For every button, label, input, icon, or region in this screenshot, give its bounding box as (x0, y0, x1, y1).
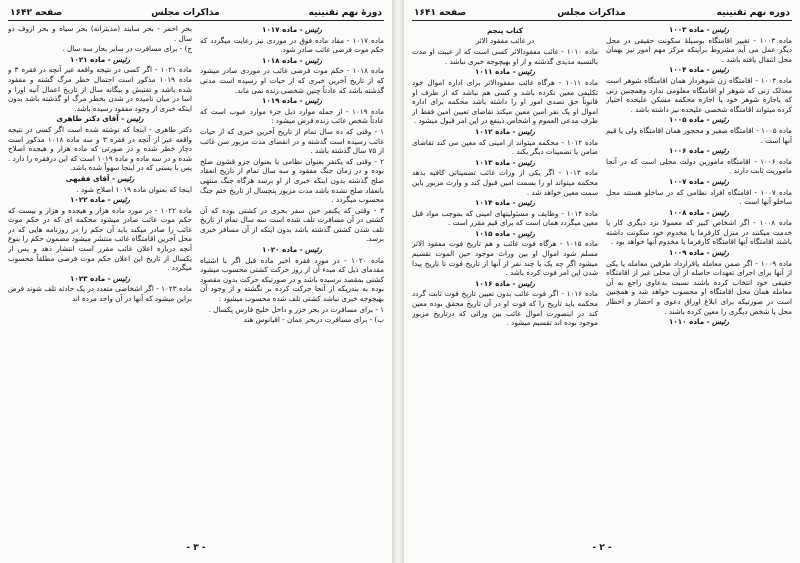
article-number: ماده ۱۰۰۷ (669, 176, 705, 186)
article-heading: رئیس - ماده ۱۰۱۹ (262, 96, 322, 106)
article-number: ماده ۱۰۱۴ (475, 198, 511, 208)
page-header (412, 6, 792, 21)
speaker-label: رئیس (712, 65, 729, 75)
speaker-label: رئیس (305, 25, 322, 34)
article-heading: رئیس - ماده ۱۰۱۱ (475, 67, 535, 77)
header-title: مذاکرات مجلس (151, 8, 220, 18)
page-number: - ۲ - (592, 543, 612, 553)
article-paragraph: ماده ۱۰۲۳ - اگر اشخاصی متعدد در یک حادثه تلف شوند فرض براین میشود که آنها در آن واحد مرده اند (8, 284, 192, 304)
speaker-label: رئیس (113, 195, 130, 205)
article-paragraph: ماده ۱۰۲۰ - در مورد فقره اخیر ماده قبل اگر با اشتباه مقدمای ذیل که مبدء آن از روز حرکت کشتی محسوب میشود کشتی بمقصد نرسیده باشد و در صورتیکه حرکت بدون مقصود بوده به بندریکه از آنجا حرکت کرده بر نگشته و از وجود آن بهیچوجه خبری نباشد کشتی تلف شده محسوب میشود : (200, 255, 384, 304)
speaker-label: رئیس (712, 176, 729, 186)
chapter-subtitle: در غائب مفقود الاثر (475, 35, 535, 45)
article-paragraph: ماده ۱۰۱۴ - وظایف و مسئولیتهای امینی که بموجب مواد قبل معین میگردد همان است که برای قیم مقرر است . (412, 208, 598, 228)
article-number: ماده ۱۰۱۵ (475, 228, 511, 238)
speaker-label: رئیس (518, 126, 535, 136)
right-column (606, 24, 792, 552)
article-heading: رئیس - ماده ۱۰۱۸ (262, 55, 322, 65)
article-heading: رئیس - ماده ۱۰۱۶ (475, 278, 535, 288)
article-paragraph: ماده ۱۰۱۹ - از جمله موارد ذیل جزء موارد عبوب است که عادتاً شخص غائب زنده فرض میشود : (200, 106, 384, 126)
article-paragraph: اینجا که بعنوان ماده ۱۰۱۹ اصلاح شود . (76, 184, 192, 194)
article-number: ماده ۱۰۱۶ (475, 278, 511, 288)
article-paragraph: ج) - برای مسافرت در سایر بحار سه سال . (62, 44, 192, 54)
article-heading: رئیس - ماده ۱۰۱۵ (475, 228, 535, 238)
article-paragraph: ۲ - وقتی که یکنفر بعنوان نظامی یا بعنوان جزو قشون صلح بوده و در زمان جنگ مفقود و سه سال تمام از تاریخ انعقاد صلح گذشته بدون اینکه خبری از او برسد هرگاه جنگ منتهی بانعقاد صلح نشده باشد مدت مزبور پنجسال از تاریخ ختم جنگ محسوب میگردد . (200, 156, 384, 205)
article-heading: رئیس - ماده ۱۰۱۴ (475, 198, 535, 208)
article-number: ماده ۱۰۰۹ (669, 248, 705, 258)
speaker-label: رئیس (518, 67, 535, 77)
speaker-label: رئیس (113, 54, 130, 64)
article-heading: رئیس - ماده ۱۰۰۷ (669, 176, 729, 186)
article-paragraph: ماده ۱۰۱۵ - هرگاه فوت غائب و هم تاریخ فوت مفقود الاثر مسلم شود اموال او بین وراث موجود حین الموت تقسیم میشود اگر چه یک یا چند نفر از آنها از تاریخ فوت تا تاریخ پیدا شدن این امر فوت کرده باشد . (412, 239, 598, 278)
article-heading: رئیس - ماده ۱۰۰۴ (669, 65, 729, 75)
article-paragraph: بحر احمر - بحر سایند (مدیترانه) بحر سیاه و بحر ازوف دو سال . (8, 24, 192, 43)
article-number: ماده ۱۰۱۱ (475, 67, 511, 77)
left-column (8, 24, 192, 552)
speaker-label: رئیس (518, 198, 535, 208)
page-number: - ۳ - (186, 543, 206, 553)
article-heading: رئیس - ماده ۱۰۱۲ (475, 126, 535, 136)
article-paragraph: ماده ۱۰۰۶ - اقامتگاه مامورین دولت محلی است که در آنجا ماموریت ثابت دارند . (606, 156, 792, 176)
book-gutter (392, 0, 404, 563)
right-column (200, 24, 384, 552)
article-paragraph: ماده ۱۰۰۳ - تغییر اقامتگاه بوسیلهٔ سکونت حقیقی در محل دیگر عمل می آید مشروط براینکه مرکز مهم امور نیز بهمان محل انتقال یافته باشد . (606, 35, 792, 64)
speaker-label: رئیس (126, 114, 144, 124)
page-header (8, 6, 384, 21)
article-paragraph: ب) - برای مسافرت دربحر عمان - اقیانوس هند (243, 315, 384, 325)
article-heading: رئیس - ماده ۱۰۰۵ (669, 115, 729, 125)
article-paragraph: ماده ۱۰۱۳ - اگر یکی از وراث غائب تضمیناتی کافیه بدهد محکمه میتواند او را بسمت امین قبول کند و وارث مزبور باین سمت معین خواهد شد . (412, 168, 598, 197)
article-paragraph: ماده ۱۰۲۱ - اگر کسی در نتیجه واقعه غیر آنچه در فقره ۳ و ماده ۱۰۱۹ مذکور است احتمال خطر مرگ گشته و مفقود شده باشد و تفتیش و بیگانه سال از تاریخ اعمال آنیه اورا و اسا در میان نامیده در شدن بخطر مرگ او گذشته باشد بدون اینکه خبری از وجود مفقود رسیده باشد. (8, 65, 192, 113)
article-paragraph: ماده ۱۰۱۰ - غائب مفقودالاثر کسی است که از غیبت او مدت بالنسبه مدیدی گذشته و از او بهیچوجه خبری نباشد . (412, 47, 598, 66)
header-title: مذاکرات مجلس (557, 8, 626, 18)
speaker-label: رئیس (518, 228, 535, 238)
speaker-label: رئیس (113, 273, 130, 283)
article-heading: رئیس - ماده ۱۰۱۷ (262, 25, 322, 34)
article-heading: رئیس - ماده ۱۰۲۳ (70, 273, 130, 283)
article-heading: رئیس - ماده ۱۰۰۶ (669, 146, 729, 156)
speaker-label: رئیس (518, 157, 535, 167)
article-paragraph: ماده ۱۰۰۵ - اقامتگاه صغیر و محجور همان اقامتگاه ولی یا قیم آنها است . (606, 125, 792, 145)
article-number: ماده ۱۰۰۳ (669, 25, 705, 34)
article-paragraph: ماده ۱۰۲۲ - در مورد ماده هزار و هیجده و هزار و بیست که حکم موت غائب صادر میشود محکمه ای که در حکم موت غائب را صادر میکند باید آن حکم را در روزنامه هایی که در محل آخرین اقامتگاه غائب منتشر میشود مضمون حکم را بنوع آنچه درباره اعلان غائب مقرر است انتشار دهد و پس از یکسال از تاریخ این اعلان حکم موت فرضی مطلقاً محسوب میگردد . (8, 205, 192, 273)
header-page-label: صفحه ۱۶۴۱ (414, 8, 467, 18)
article-heading: رئیس - ماده ۱۰۲۲ (70, 195, 130, 205)
article-heading: رئیس - آقای دکتر طاهری (56, 114, 144, 124)
article-paragraph: ماده ۱۰۰۸ - اگر اشخاص کبیر که معمولا نزد دیگری کار یا خدمت میکنند در منزل کارفرما یا مخدوم خود سکونت داشته باشند اقامتگاه آنها اقامتگاه کارفرما یا مخدوم آنها خواهد بود . (606, 218, 792, 247)
article-paragraph: ۱ - برای مسافرت در بحر خزر و داخل خلیج فارس یکسال . (208, 304, 384, 314)
article-number: ماده ۱۰۱۲ (475, 126, 511, 136)
article-number: آقای فقیهی (65, 173, 110, 183)
article-number: ماده ۱۰۱۷ (262, 25, 298, 34)
speaker-label: رئیس (712, 25, 729, 34)
speaker-label: رئیس (305, 96, 322, 106)
article-paragraph: ماده ۱۰۰۹ - اگر ضمن معامله یاقرارداد طرفین معامله یا یکی از آنها برای اجرای تعهدات حاصله از آن محلی غیر از اقامتگاه حقیقی خود انتخاب کرده باشند نسبت بدعاوی راجع به آن معامله همان محل اقامتگاه او محسوب خواهد شد و همچنین است در صورتیکه برای ابلاغ اوراق دعوی و احضار و اخطار محل یا شخص دیگری را معین کرده باشند . (606, 258, 792, 316)
article-number: آقای دکتر طاهری (56, 114, 119, 124)
article-paragraph: ماده ۱۰۱۶ - اگر فوت غائب بدون تعیین تاریخ فوت ثابت گردد محکمه باید تاریخ را که فوت او در آن تاریخ محقق بوده معین کند در اینصورت اموال غائب بین وراثی که درتاریخ مزبور موجود بوده اند تقسیم میشود . (412, 289, 598, 328)
article-number: ماده ۱۰۲۲ (70, 195, 106, 205)
article-number: ماده ۱۰۰۶ (669, 146, 705, 156)
speaker-label: رئیس (712, 207, 729, 217)
speaker-label: رئیس (712, 317, 729, 327)
article-number: ماده ۱۰۱۳ (475, 157, 511, 167)
article-paragraph: ۳ - وقتی که یکنفر حین سفر بحری در کشتی بوده که آن کشتی در آن مسافرت تلف شده است سه سال تمام از تاریخ تلف شدن کشتی گذشته باشد بدون اینکه از آن مسافر خبری برسد. (200, 205, 384, 244)
article-number: ماده ۱۰۰۴ (669, 65, 705, 75)
article-paragraph: ماده ۱۰۱۷ - مفاد ماده فوق در موردی نیز رعایت میگردد که حکم موت فرضی غائب صادر شود. (200, 35, 384, 55)
header-page-label: صفحه ۱۶۴۲ (10, 8, 63, 18)
speaker-label: رئیس (305, 55, 322, 65)
left-column (412, 24, 598, 552)
speaker-label: رئیس (712, 248, 729, 258)
article-paragraph: ماده ۱۰۱۸ - حکم موت فرضی غائب در موردی صادر میشود که از تاریخ آخرین خبری که از حیات او رسیده است مدتی گذشته باشد که عادتاً چنین شخصی زنده نمی ماند. (200, 66, 384, 95)
article-paragraph: ماده ۱۰۰۷ - اقامتگاه افراد نظامی که در ساخلو هستند محل ساخلو آنها است . (606, 187, 792, 207)
page-1642 (0, 0, 392, 563)
speaker-label: رئیس (305, 245, 322, 255)
article-heading: رئیس - ماده ۱۰۰۸ (669, 207, 729, 217)
article-heading: رئیس - ماده ۱۰۱۳ (475, 157, 535, 167)
article-heading: رئیس - ماده ۱۰۲۱ (70, 54, 130, 64)
article-heading: رئیس - ماده ۱۰۲۰ (262, 245, 322, 255)
article-heading: رئیس - ماده ۱۰۰۹ (669, 248, 729, 258)
article-paragraph: ۱ - وقتی که ده سال تمام از تاریخ آخرین خبری که از حیات غائب رسیده است گذشته و در انقضای مدت مزبور سن غائب از ۷۵ سال گذشته باشد . (200, 126, 384, 156)
article-number: ماده ۱۰۱۸ (262, 55, 298, 65)
article-heading: رئیس - ماده ۱۰۰۳ (669, 25, 729, 34)
speaker-label: رئیس (712, 115, 729, 125)
article-number: ماده ۱۰۱۰ (669, 317, 705, 327)
page-1641 (404, 0, 800, 563)
article-paragraph: ماده ۱۰۰۴ - اقامتگاه زن شوهردار همان اقامتگاه شوهر است معذلک زنی که شوهر او اقامتگاه معلومی ندارد وهمچنین زنی که باجازه شوهر خود یا اجازه محکمه مسکن علیحده اختیار کرده میتواند اقامتگاه شخصی علیحده نیز داشته باشد . (606, 75, 792, 114)
article-number: ماده ۱۰۲۳ (70, 273, 106, 283)
article-number: ماده ۱۰۲۰ (262, 245, 298, 255)
article-heading: رئیس - ماده ۱۰۱۰ (669, 317, 729, 327)
header-volume: دورهٔ نهم تقنینیه (308, 8, 382, 18)
article-number: ماده ۱۰۲۱ (70, 54, 106, 64)
article-paragraph: ماده ۱۰۱۱ - هرگاه غائب مفقودالاثر برای اداره اموال خود تکلیفی معین نکرده باشد و کسی هم نباشد که از طرف او قانوناً حق تصدی امور او را داشته باشد محکمه برای اداره اموال او یک نفر امین معین میکند تقاضای تعیین امین فقط از طرف مدعی العموم و اشخاص ذینفع در این امر قبول میشود . (412, 77, 598, 126)
speaker-label: رئیس (117, 173, 135, 183)
header-volume: دوره نهم تقنینیه (716, 8, 790, 18)
speaker-label: رئیس (712, 146, 729, 156)
article-number: ماده ۱۰۱۹ (262, 96, 298, 106)
chapter-title: کتاب پنجم (487, 26, 523, 35)
article-number: ماده ۱۰۰۵ (669, 115, 705, 125)
article-paragraph: دکتر طاهری - اینجا که نوشته شده است اگر کسی در نتیجه واقعه غیر از آنچه در فقره ۳ و سه ماده ۱۰۱۸ مذکور است دچار خطر شده و در صورتی که ماده هزار و هیجده اصلاح شده و در سه ماده و ماده ۱۰۱۹ است که این درفقره را دارد . پس با یستی که در اینجا سهواً شده باشد. (8, 124, 192, 173)
article-paragraph: ماده ۱۰۱۲ - محکمه میتواند از امینی که معین می کند تقاضای ضامن یا تضمینات دیگر بکند . (412, 137, 598, 157)
article-number: ماده ۱۰۰۸ (669, 207, 705, 217)
speaker-label: رئیس (518, 278, 535, 288)
article-heading: رئیس - آقای فقیهی (65, 173, 135, 183)
